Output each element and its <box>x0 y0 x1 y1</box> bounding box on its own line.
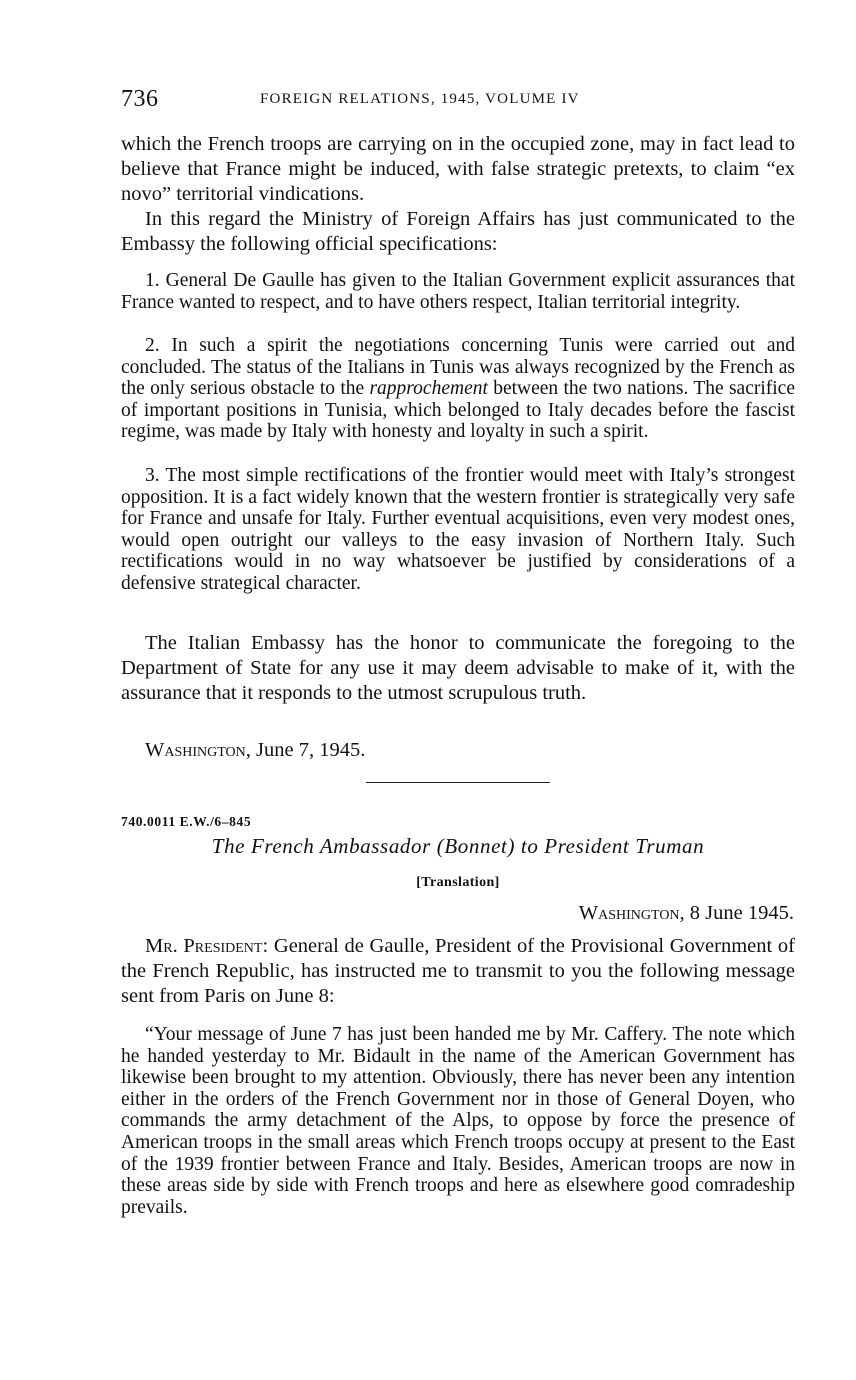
opening-text: : General de Gaulle, President of the Provisional Government of the French Republic, has instructed me to transmit to you the following message sent from Paris on June 8: <box>121 935 795 1007</box>
dateline-date: , 8 June 1945. <box>679 902 794 924</box>
closing-paragraph: The Italian Embassy has the honor to communicate the foregoing to the Department of State for any use it may deem advisable to make of it, with the assurance that it responds to the utmost scrupulous truth. <box>121 632 795 704</box>
salutation: Mr. President <box>145 935 263 957</box>
translation-note: [Translation] <box>416 875 500 890</box>
document-heading <box>121 834 795 859</box>
item-2-text-end: between the two nations. The sacrifice of important positions in Tunisia, which belonged to Italy decades before the fascist regime, was made by Italy with honesty and loyalty in such a spirit. <box>121 378 795 443</box>
specification-item-3: 3. The most simple rectifications of the frontier would meet with Italy’s strongest opposition. It is a fact widely known that the western frontier is strategically very safe for France and unsafe for Italy. Further eventual acquisitions, even very modest ones, would open outright our valleys to the easy invasion of Northern Italy. Such rectifications would in no way whatsoever be justified by considerations of a defensive strategical character. <box>121 465 795 594</box>
signoff-dateline <box>121 738 795 763</box>
specification-item-1: 1. General De Gaulle has given to the Italian Government explicit assurances that France wanted to respect, and to have others respect, Italian territorial integrity. <box>121 270 795 313</box>
section-divider <box>366 782 550 783</box>
intro-paragraph: In this regard the Ministry of Foreign Affairs has just communicated to the Embassy the following official specifications: <box>121 208 795 255</box>
running-title: FOREIGN RELATIONS, 1945, VOLUME IV <box>260 91 580 107</box>
heading-part-1: The French Ambassador ( <box>211 834 445 858</box>
quoted-message: “Your message of June 7 has just been handed me by Mr. Caffery. The note which he handed yesterday to Mr. Bidault in the name of the American Government has likewise been brought to my attention. Obviously, there has never been any intention either in the orders of the French Government nor in those of General Doyen, who commands the army detachment of the Alps, to oppose by force the presence of American troops in the small areas which French troops occupy at present to the East of the 1939 frontier between France and Italy. Besides, American troops are now in these areas side by side with French troops and here as elsewhere good comradeship prevails. <box>121 1024 795 1218</box>
file-reference: 740.0011 E.W./6–845 <box>121 814 252 829</box>
specification-item-2 <box>121 335 795 443</box>
document-dateline <box>579 902 794 925</box>
opening-paragraph <box>121 934 795 1009</box>
page-number: 736 <box>121 86 159 112</box>
signoff-date: , June 7, 1945. <box>245 739 366 761</box>
heading-part-3: ) to President Truman <box>507 834 705 858</box>
item-2-italic-term: rapprochement <box>369 378 488 400</box>
heading-part-2: Bonnet <box>444 834 508 858</box>
continuation-paragraph: which the French troops are carrying on in the occupied zone, may in fact lead to believe that France might be induced, with false strategic pretexts, to claim “ex novo” territorial vindications. <box>121 133 795 205</box>
running-head <box>121 86 801 116</box>
signoff-place: Washington <box>145 739 246 761</box>
item-2-text-start: 2. In such a spirit the negotiations concerning Tunis were carried out and concluded. The status of the Italians in Tunis was always recognized by the French as the only serious obstacle to the <box>121 335 795 400</box>
dateline-place: Washington <box>578 902 680 924</box>
